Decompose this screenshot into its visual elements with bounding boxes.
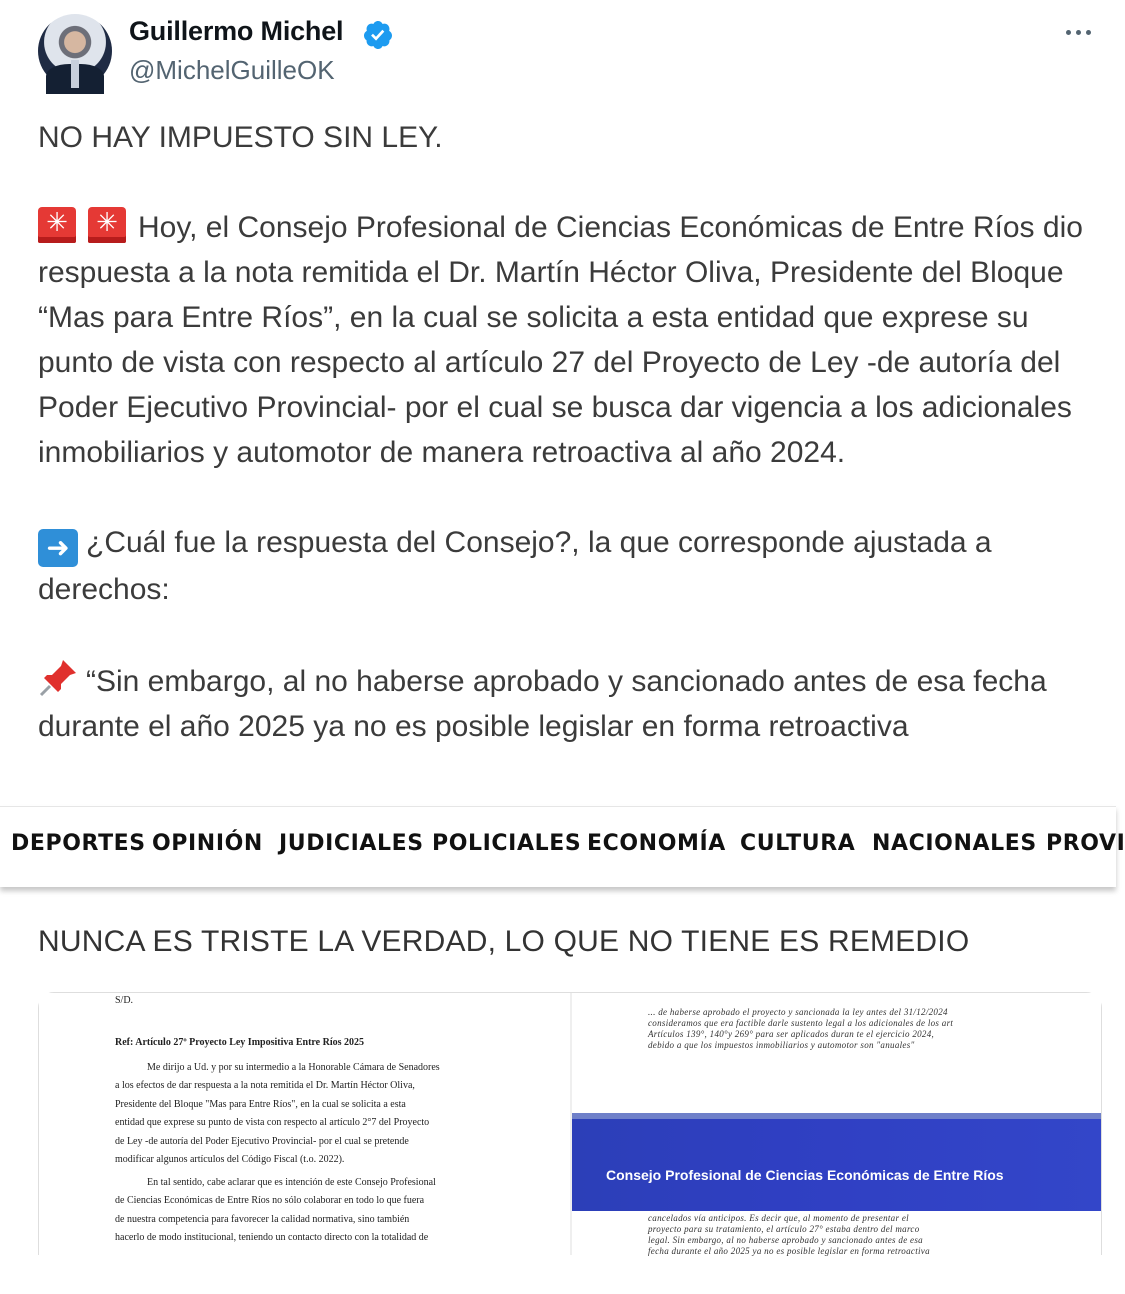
banner-title: Consejo Profesional de Ciencias Económicas de Entre Ríos bbox=[606, 1167, 1004, 1183]
nav-item-policiales[interactable]: POLICIALES bbox=[432, 831, 582, 856]
section-navbar bbox=[0, 806, 1125, 887]
author-handle[interactable]: @MichelGuilleOK bbox=[129, 55, 335, 85]
tweet-paragraph bbox=[38, 657, 1108, 749]
siren-icon bbox=[88, 207, 126, 243]
doc-line: entidad que exprese su punto de vista con respecto al artículo 2°7 del Proyecto bbox=[115, 1117, 430, 1128]
doc-line: cancelados vía anticipos. Es decir que, al momento de presentar el bbox=[648, 1213, 909, 1223]
tweet-paragraph-text: ¿Cuál fue la respuesta del Consejo?, la que corresponde ajustada a derechos: bbox=[38, 526, 992, 606]
nav-item-judiciales[interactable]: JUDICIALES bbox=[279, 831, 424, 856]
verified-badge-icon bbox=[362, 19, 394, 51]
nav-item-provinciales[interactable]: PROVI bbox=[1046, 831, 1125, 856]
doc-line: a los efectos de dar respuesta a la nota remitida el Dr. Martín Héctor Oliva, bbox=[115, 1080, 415, 1091]
document-page-right bbox=[572, 993, 1101, 1255]
pushpin-icon bbox=[38, 657, 80, 697]
tweet-text bbox=[38, 115, 1108, 749]
nav-item-nacionales[interactable]: NACIONALES bbox=[872, 831, 1037, 856]
banner-stripe bbox=[572, 1113, 1101, 1119]
doc-line: de Ley -de autoría del Poder Ejecutivo Provincial- por el cual se pretende bbox=[115, 1136, 409, 1147]
article-headline[interactable]: NUNCA ES TRISTE LA VERDAD, LO QUE NO TIENE ES REMEDIO bbox=[38, 925, 970, 958]
doc-line: consideramos que era factible darle sustento legal a los adicionales de los art bbox=[648, 1018, 954, 1028]
doc-line: En tal sentido, cabe aclarar que es intención de este Consejo Profesional bbox=[147, 1177, 436, 1188]
tweet-paragraph-text: “Sin embargo, al no haberse aprobado y sancionado antes de esa fecha durante el año 2025 ya no es posible legislar en forma retroactiva bbox=[38, 665, 1047, 743]
doc-line: hacerlo de modo institucional, teniendo un contacto directo con la totalidad de bbox=[115, 1232, 429, 1243]
tweet-paragraph: NO HAY IMPUESTO SIN LEY. bbox=[38, 121, 443, 154]
doc-line: de Ciencias Económicas de Entre Ríos no sólo colaborar en todo lo que fuera bbox=[115, 1195, 425, 1206]
more-icon[interactable] bbox=[1066, 25, 1098, 39]
doc-reference: Ref: Artículo 27º Proyecto Ley Impositiva Entre Ríos 2025 bbox=[115, 1037, 365, 1048]
council-banner bbox=[572, 1113, 1101, 1211]
doc-line: legal. Sin embargo, al no haberse aprobado y sancionado antes de esa bbox=[648, 1235, 923, 1245]
doc-line: Presidente del Bloque "Mas para Entre Ríos", en la cual se solicita a esta bbox=[115, 1099, 406, 1110]
nav-item-deportes[interactable]: DEPORTES bbox=[11, 831, 146, 856]
doc-line: de nuestra competencia para favorecer la calidad normativa, sino también bbox=[115, 1214, 410, 1225]
doc-line: modificar algunos artículos del Código Fiscal (t.o. 2022). bbox=[115, 1154, 345, 1165]
doc-line: proyecto para su tratamiento, el artículo 27° estaba dentro del marco bbox=[648, 1224, 920, 1234]
doc-line: Me dirijo a Ud. y por su intermedio a la Honorable Cámara de Senadores bbox=[147, 1062, 440, 1073]
siren-icon bbox=[38, 207, 76, 243]
tweet-paragraph bbox=[38, 520, 1108, 612]
nav-item-opinion[interactable]: OPINIÓN bbox=[152, 831, 263, 856]
nav-item-economia[interactable]: ECONOMÍA bbox=[587, 831, 726, 856]
nav-item-cultura[interactable]: CULTURA bbox=[740, 831, 856, 856]
doc-line: debido a que los impuestos inmobiliarios y automotor son "anuales" bbox=[648, 1040, 915, 1050]
tweet-paragraph-text: Hoy, el Consejo Profesional de Ciencias Económicas de Entre Ríos dio respuesta a la nota remitida el Dr. Martín Héctor Oliva, Presidente del Bloque “Mas para Entre Ríos”, en la cual se solicita a esta entidad que exprese su punto de vista con respecto al artículo 27 del Proyecto de Ley -de autoría del Poder Ejecutivo Provincial- por el cual se busca dar vigencia a los adicionales inmobiliarios y automotor de manera retroactiva al año 2024. bbox=[38, 211, 1083, 469]
doc-recipient: S/D. bbox=[115, 995, 134, 1006]
document-image-card[interactable] bbox=[38, 992, 1102, 1255]
document-page-left bbox=[39, 993, 569, 1255]
author-name[interactable]: Guillermo Michel bbox=[129, 16, 344, 46]
arrow-right-icon: ➜ bbox=[38, 529, 78, 567]
doc-line: fecha durante el año 2025 ya no es posible legislar en forma retroactiva bbox=[648, 1246, 930, 1256]
tweet-paragraph bbox=[38, 205, 1108, 475]
doc-line: Artículos 139°, 140°y 269° para ser aplicados duran te el ejercicio 2024, bbox=[648, 1029, 935, 1039]
avatar[interactable] bbox=[38, 14, 112, 88]
doc-line: ... de haberse aprobado el proyecto y sancionada la ley antes del 31/12/2024 bbox=[648, 1007, 948, 1017]
